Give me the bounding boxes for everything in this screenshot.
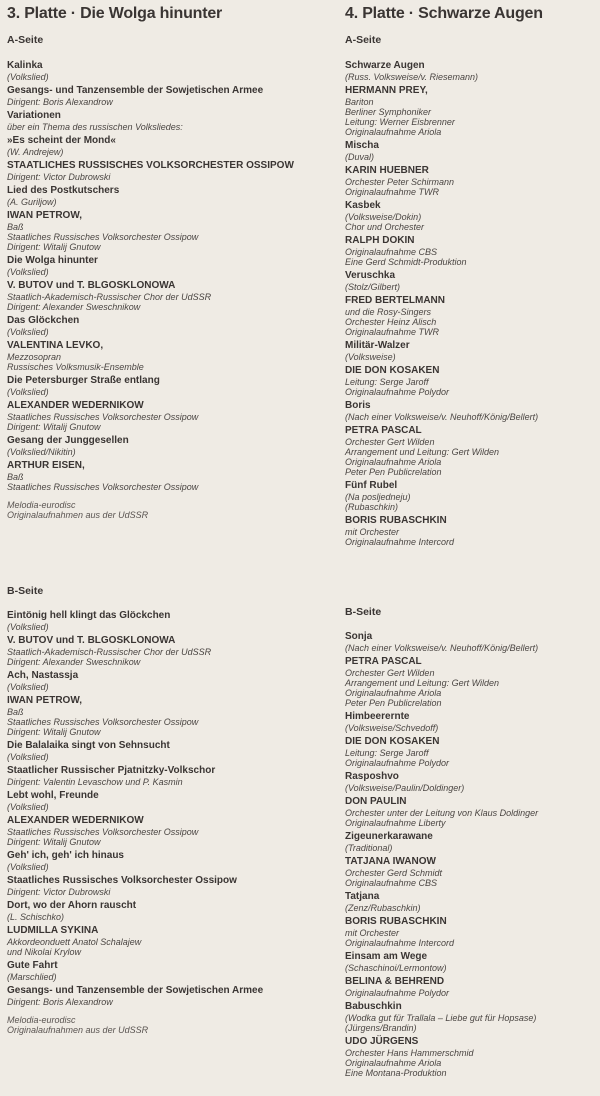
track-entry xyxy=(7,960,332,982)
track-heading: Gesangs- und Tanzensemble der Sowjetischen Armee xyxy=(7,985,264,996)
track-detail: (Volkslied) xyxy=(7,682,49,692)
track-detail: (Volkslied) xyxy=(7,622,49,632)
track-heading: IWAN PETROW, xyxy=(7,695,82,706)
track-heading: HERMANN PREY, xyxy=(345,85,428,96)
track-entry xyxy=(345,951,597,973)
track-detail: Leitung: Serge Jaroff xyxy=(345,748,429,758)
track-detail: Orchester Gert Wilden xyxy=(345,668,435,678)
track-detail: (W. Andrejew) xyxy=(7,147,64,157)
track-detail: Chor und Orchester xyxy=(345,222,425,232)
track-entry xyxy=(345,711,597,733)
track-entry xyxy=(7,765,332,787)
track-entry xyxy=(7,900,332,922)
credit-line: Originalaufnahmen aus der UdSSR xyxy=(7,1025,149,1035)
track-entry xyxy=(7,850,332,872)
track-entry xyxy=(345,916,597,948)
track-detail: Dirigent: Valentin Levaschow und P. Kasmin xyxy=(7,777,183,787)
track-heading: LUDMILLA SYKINA xyxy=(7,925,99,936)
track-heading: BORIS RUBASCHKIN xyxy=(345,515,447,526)
track-heading: Das Glöckchen xyxy=(7,315,80,326)
track-detail: (Nach einer Volksweise/v. Neuhoff/König/Bellert) xyxy=(345,412,539,422)
track-detail: (Volkslied) xyxy=(7,802,49,812)
track-entry xyxy=(345,85,597,137)
track-heading: Babuschkin xyxy=(345,1001,402,1012)
track-entry xyxy=(345,235,597,267)
track-detail: Staatliches Russisches Volksorchester Ossipow xyxy=(7,232,199,242)
track-detail: Staatlich-Akademisch-Russischer Chor der UdSSR xyxy=(7,647,212,657)
track-heading: Gesang der Junggesellen xyxy=(7,435,129,446)
track-detail: Staatliches Russisches Volksorchester Ossipow xyxy=(7,827,199,837)
track-entry xyxy=(345,340,597,362)
track-heading: RALPH DOKIN xyxy=(345,235,415,246)
track-detail: Berliner Symphoniker xyxy=(345,107,432,117)
track-heading: Mischa xyxy=(345,140,379,151)
track-heading: Einsam am Wege xyxy=(345,951,428,962)
track-heading: Veruschka xyxy=(345,270,396,281)
track-detail: (Jürgens/Brandin) xyxy=(345,1023,417,1033)
track-detail: mit Orchester xyxy=(345,928,400,938)
track-heading: Die Wolga hinunter xyxy=(7,255,98,266)
track-detail: Originalaufnahme CBS xyxy=(345,878,438,888)
track-detail: (Traditional) xyxy=(345,843,393,853)
track-entry xyxy=(7,815,332,847)
credit-line: Melodia-eurodisc xyxy=(7,500,76,510)
track-entry xyxy=(345,270,597,292)
credit-line: Melodia-eurodisc xyxy=(7,1015,76,1025)
track-detail: Eine Montana-Produktion xyxy=(345,1068,447,1078)
track-detail: (Volkslied) xyxy=(7,72,49,82)
tracklist xyxy=(7,60,332,492)
track-detail: Staatliches Russisches Volksorchester Ossipow xyxy=(7,412,199,422)
track-heading: Staatlicher Russischer Pjatnitzky-Volkschor xyxy=(7,765,216,776)
track-heading: STAATLICHES RUSSISCHES VOLKSORCHESTER OSSIPOW xyxy=(7,160,294,171)
track-entry xyxy=(7,695,332,737)
track-detail: Leitung: Werner Eisbrenner xyxy=(345,117,455,127)
track-detail: (Schaschinoi/Lermontow) xyxy=(345,963,447,973)
track-heading: BORIS RUBASCHKIN xyxy=(345,916,447,927)
track-detail: Originalaufnahme TWR xyxy=(345,187,440,197)
credit-line: Originalaufnahmen aus der UdSSR xyxy=(7,510,149,520)
track-detail: Originalaufnahme Polydor xyxy=(345,387,450,397)
track-detail: Originalaufnahme Intercord xyxy=(345,938,455,948)
track-entry xyxy=(7,185,332,207)
track-detail: mit Orchester xyxy=(345,527,400,537)
track-heading: Gute Fahrt xyxy=(7,960,58,971)
track-entry xyxy=(345,480,597,512)
track-detail: Dirigent: Witalij Gnutow xyxy=(7,422,101,432)
track-entry xyxy=(345,400,597,422)
track-entry xyxy=(7,635,332,667)
track-heading: Gesangs- und Tanzensemble der Sowjetischen Armee xyxy=(7,85,264,96)
track-detail: Staatliches Russisches Volksorchester Ossipow xyxy=(7,717,199,727)
track-detail: über ein Thema des russischen Volksliedes: xyxy=(7,122,183,132)
track-detail: Originalaufnahme Ariola xyxy=(345,127,442,137)
track-entry xyxy=(7,85,332,107)
side-b-label: B-Seite xyxy=(345,606,382,618)
track-entry xyxy=(345,831,597,853)
track-heading: Zigeunerkarawane xyxy=(345,831,433,842)
track-entry xyxy=(345,656,597,708)
track-entry xyxy=(7,210,332,252)
track-entry xyxy=(345,631,597,653)
track-entry xyxy=(345,425,597,477)
track-entry xyxy=(7,375,332,397)
track-detail: Bariton xyxy=(345,97,374,107)
track-detail: (Nach einer Volksweise/v. Neuhoff/König/Bellert) xyxy=(345,643,539,653)
track-heading: Eintönig hell klingt das Glöckchen xyxy=(7,610,171,621)
track-heading: ALEXANDER WEDERNIKOW xyxy=(7,400,144,411)
track-heading: TATJANA IWANOW xyxy=(345,856,436,867)
tracklist xyxy=(7,610,332,1007)
track-detail: Originalaufnahme Ariola xyxy=(345,688,442,698)
track-detail: (Volkslied) xyxy=(7,267,49,277)
track-detail: (Russ. Volksweise/v. Riesemann) xyxy=(345,72,479,82)
track-heading: DIE DON KOSAKEN xyxy=(345,365,440,376)
tracklist xyxy=(345,631,597,1078)
track-detail: Originalaufnahme Ariola xyxy=(345,457,442,467)
record-3-title: 3. Platte · Die Wolga hinunter xyxy=(7,5,223,22)
track-detail: (Rubaschkin) xyxy=(345,502,399,512)
track-detail: (Volkslied) xyxy=(7,327,49,337)
track-entry xyxy=(7,340,332,372)
track-entry xyxy=(345,976,597,998)
track-detail: Dirigent: Witalij Gnutow xyxy=(7,837,101,847)
track-detail: Staatliches Russisches Volksorchester Ossipow xyxy=(7,482,199,492)
track-detail: (Zenz/Rubaschkin) xyxy=(345,903,421,913)
track-detail: Dirigent: Victor Dubrowski xyxy=(7,172,111,182)
track-detail: (Volkslied) xyxy=(7,752,49,762)
track-detail: Originalaufnahme Polydor xyxy=(345,988,450,998)
track-detail: (Volksweise/Schvedoff) xyxy=(345,723,439,733)
track-heading: Kasbek xyxy=(345,200,381,211)
track-entry xyxy=(7,740,332,762)
track-detail: Dirigent: Boris Alexandrow xyxy=(7,97,113,107)
track-detail: Dirigent: Alexander Sweschnikow xyxy=(7,657,141,667)
track-entry xyxy=(345,771,597,793)
track-detail: Peter Pen Publicrelation xyxy=(345,467,442,477)
track-heading: Lebt wohl, Freunde xyxy=(7,790,99,801)
track-entry xyxy=(345,295,597,337)
track-heading: Lied des Postkutschers xyxy=(7,185,120,196)
track-entry xyxy=(7,460,332,492)
track-heading: Sonja xyxy=(345,631,373,642)
track-entry xyxy=(7,610,332,632)
track-heading: KARIN HUEBNER xyxy=(345,165,429,176)
track-entry xyxy=(345,856,597,888)
side-a-label: A-Seite xyxy=(345,34,382,46)
track-detail: und Nikolai Krylow xyxy=(7,947,82,957)
track-detail: (A. Guriljow) xyxy=(7,197,57,207)
track-detail: (Volkslied) xyxy=(7,862,49,872)
track-detail: Orchester unter der Leitung von Klaus Doldinger xyxy=(345,808,539,818)
track-heading: PETRA PASCAL xyxy=(345,656,422,667)
track-entry xyxy=(7,160,332,182)
track-heading: Staatliches Russisches Volksorchester Ossipow xyxy=(7,875,237,886)
track-detail: Leitung: Serge Jaroff xyxy=(345,377,429,387)
track-entry xyxy=(7,925,332,957)
track-entry xyxy=(345,60,597,82)
track-detail: (Duval) xyxy=(345,152,375,162)
track-detail: (Marschlied) xyxy=(7,972,57,982)
track-heading: PETRA PASCAL xyxy=(345,425,422,436)
track-entry xyxy=(7,670,332,692)
track-detail: Arrangement und Leitung: Gert Wilden xyxy=(345,447,500,457)
label-credit xyxy=(7,500,332,520)
track-detail: Originalaufnahme Intercord xyxy=(345,537,455,547)
track-heading: ALEXANDER WEDERNIKOW xyxy=(7,815,144,826)
track-detail: (Volksweise/Dokin) xyxy=(345,212,422,222)
track-detail: Originalaufnahme Liberty xyxy=(345,818,446,828)
track-detail: (Na posljedneju) xyxy=(345,492,411,502)
track-detail: Mezzosopran xyxy=(7,352,62,362)
track-entry xyxy=(7,280,332,312)
track-heading: BELINA & BEHREND xyxy=(345,976,445,987)
track-entry xyxy=(7,135,332,157)
track-detail: und die Rosy-Singers xyxy=(345,307,432,317)
track-detail: (Volkslied) xyxy=(7,387,49,397)
track-heading: DON PAULIN xyxy=(345,796,407,807)
track-entry xyxy=(345,365,597,397)
track-detail: Originalaufnahme Ariola xyxy=(345,1058,442,1068)
track-detail: Akkordeonduett Anatol Schalajew xyxy=(7,937,142,947)
track-heading: Kalinka xyxy=(7,60,43,71)
track-heading: V. BUTOV und T. BLGOSKLONOWA xyxy=(7,280,176,291)
track-heading: Ach, Nastassja xyxy=(7,670,79,681)
track-entry xyxy=(345,515,597,547)
track-detail: Russisches Volksmusik-Ensemble xyxy=(7,362,144,372)
track-entry xyxy=(345,200,597,232)
track-heading: Die Petersburger Straße entlang xyxy=(7,375,160,386)
track-heading: Militär-Walzer xyxy=(345,340,410,351)
track-detail: Originalaufnahme CBS xyxy=(345,247,438,257)
track-detail: Peter Pen Publicrelation xyxy=(345,698,442,708)
track-heading: ARTHUR EISEN, xyxy=(7,460,85,471)
track-heading: Dort, wo der Ahorn rauscht xyxy=(7,900,137,911)
track-heading: Himbeerernte xyxy=(345,711,410,722)
track-heading: Schwarze Augen xyxy=(345,60,425,71)
track-detail: Orchester Gerd Schmidt xyxy=(345,868,443,878)
track-heading: Rasposhvo xyxy=(345,771,399,782)
track-entry xyxy=(345,736,597,768)
track-heading: Variationen xyxy=(7,110,61,121)
track-detail: Orchester Hans Hammerschmid xyxy=(345,1048,474,1058)
track-entry xyxy=(345,1001,597,1033)
track-entry xyxy=(7,110,332,132)
track-entry xyxy=(345,796,597,828)
track-detail: (Volksweise) xyxy=(345,352,396,362)
track-heading: UDO JÜRGENS xyxy=(345,1036,419,1047)
track-detail: Baß xyxy=(7,222,24,232)
side-b-label: B-Seite xyxy=(7,585,44,597)
track-detail: Arrangement und Leitung: Gert Wilden xyxy=(345,678,500,688)
track-heading: Fünf Rubel xyxy=(345,480,398,491)
track-entry xyxy=(7,435,332,457)
right-column xyxy=(345,0,597,1081)
track-detail: (Stolz/Gilbert) xyxy=(345,282,401,292)
track-detail: Dirigent: Victor Dubrowski xyxy=(7,887,111,897)
track-heading: VALENTINA LEVKO, xyxy=(7,340,104,351)
track-detail: Originalaufnahme Polydor xyxy=(345,758,450,768)
track-detail: Baß xyxy=(7,472,24,482)
track-entry xyxy=(7,985,332,1007)
track-entry xyxy=(7,255,332,277)
track-heading: V. BUTOV und T. BLGOSKLONOWA xyxy=(7,635,176,646)
track-entry xyxy=(345,140,597,162)
track-heading: Boris xyxy=(345,400,371,411)
track-detail: Orchester Heinz Alisch xyxy=(345,317,437,327)
side-a-label: A-Seite xyxy=(7,34,44,46)
track-detail: Dirigent: Witalij Gnutow xyxy=(7,242,101,252)
track-heading: »Es scheint der Mond« xyxy=(7,135,116,146)
track-entry xyxy=(345,165,597,197)
track-detail: (Volkslied/Nikitin) xyxy=(7,447,76,457)
tracklist xyxy=(345,60,597,547)
track-entry xyxy=(345,1036,597,1078)
track-heading: IWAN PETROW, xyxy=(7,210,82,221)
track-heading: Geh' ich, geh' ich hinaus xyxy=(7,850,124,861)
track-detail: Baß xyxy=(7,707,24,717)
track-detail: (Volksweise/Paulin/Doldinger) xyxy=(345,783,465,793)
track-detail: Dirigent: Witalij Gnutow xyxy=(7,727,101,737)
track-heading: FRED BERTELMANN xyxy=(345,295,445,306)
track-entry xyxy=(7,400,332,432)
record-4-title: 4. Platte · Schwarze Augen xyxy=(345,5,543,22)
left-column xyxy=(7,0,332,1035)
track-entry xyxy=(345,891,597,913)
label-credit xyxy=(7,1015,332,1035)
track-entry xyxy=(7,875,332,897)
track-heading: Die Balalaika singt von Sehnsucht xyxy=(7,740,170,751)
track-detail: Staatlich-Akademisch-Russischer Chor der UdSSR xyxy=(7,292,212,302)
track-heading: Tatjana xyxy=(345,891,380,902)
track-detail: Orchester Peter Schirmann xyxy=(345,177,455,187)
track-detail: Dirigent: Boris Alexandrow xyxy=(7,997,113,1007)
track-detail: (L. Schischko) xyxy=(7,912,65,922)
track-entry xyxy=(7,60,332,82)
track-detail: Dirigent: Alexander Sweschnikow xyxy=(7,302,141,312)
track-entry xyxy=(7,790,332,812)
track-detail: Orchester Gert Wilden xyxy=(345,437,435,447)
track-detail: Eine Gerd Schmidt-Produktion xyxy=(345,257,467,267)
track-entry xyxy=(7,315,332,337)
track-detail: (Wodka gut für Trallala – Liebe gut für Hopsase) xyxy=(345,1013,537,1023)
track-heading: DIE DON KOSAKEN xyxy=(345,736,440,747)
track-detail: Originalaufnahme TWR xyxy=(345,327,440,337)
